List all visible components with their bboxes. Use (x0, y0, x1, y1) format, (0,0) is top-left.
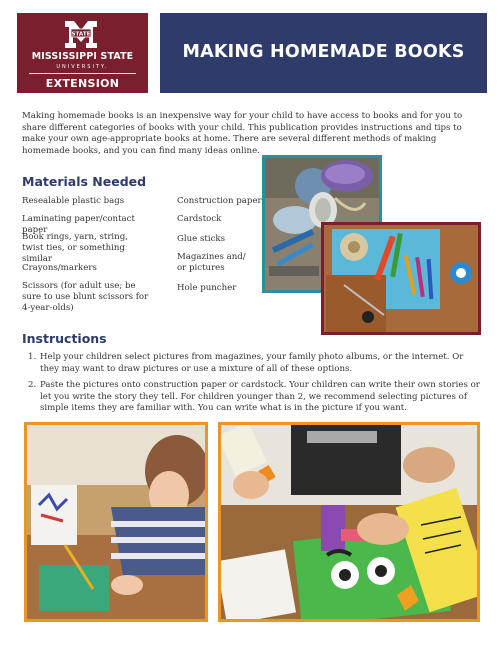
instruction-steps (22, 352, 484, 420)
instruction-step (22, 352, 484, 375)
logo-divider (29, 73, 136, 74)
logo-line-mississippi-state: MISSISSIPPI STATE (31, 51, 134, 62)
supplies-on-paper-photo (321, 222, 481, 335)
material-item: Hole puncher (177, 283, 237, 293)
material-item: Glue sticks (177, 234, 226, 244)
logo-line-extension: EXTENSION (45, 77, 120, 90)
child-drawing-photo (24, 422, 208, 622)
msu-m-logo-icon (62, 19, 100, 49)
step-number: 2. (28, 380, 37, 390)
step-text: Help your children select pictures from magazines, your family photo albums, or the internet. Or they may want to draw pictures or use a mixture of all of these options. (40, 352, 464, 374)
material-item: Crayons/markers (22, 263, 97, 273)
materials-heading: Materials Needed (22, 174, 147, 189)
material-item: Magazines and/ or pictures (177, 252, 246, 273)
material-item: Scissors (for adult use; be sure to use blunt scissors for 4-year-olds) (22, 281, 149, 313)
gluing-craft-photo (218, 422, 480, 622)
title-banner (160, 13, 487, 93)
step-number: 1. (28, 352, 37, 362)
material-item: Laminating paper/contact paper (22, 214, 135, 235)
page-title: MAKING HOMEMADE BOOKS (182, 42, 465, 62)
shield-text: STATE (71, 31, 91, 38)
intro-paragraph: Making homemade books is an inexpensive way for your child to have access to books and for you to share different categories of books with your child. This publication provides instructions and tips to make your own age-appropriate books at home. There are several different methods of making homemade books, and you can find many ideas online. (22, 111, 463, 156)
msu-extension-logo (17, 13, 148, 93)
instructions-heading: Instructions (22, 331, 107, 346)
step-text: Paste the pictures onto construction paper or cardstock. Your children can write their own stories or let you write the story they tell. For children younger than 2, we recommend selecting pictures of simple items they are familiar with. You can write what is in the picture if you want. (40, 380, 480, 413)
material-item: Resealable plastic bags (22, 196, 125, 206)
instruction-step (22, 380, 484, 415)
material-item: Book rings, yarn, string, twist ties, or something similar (22, 232, 128, 264)
logo-line-university: UNIVERSITY. (56, 64, 109, 70)
material-item: Cardstock (177, 214, 222, 224)
material-item: Construction paper (177, 196, 262, 206)
